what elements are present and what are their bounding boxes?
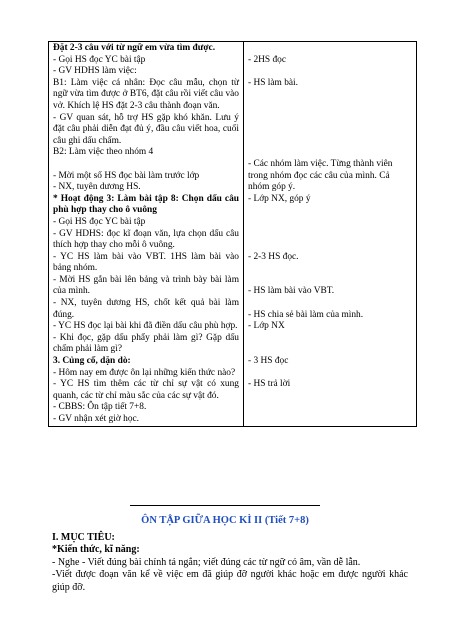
spacer [248, 368, 412, 380]
list-item: - Lớp NX, góp ý [248, 193, 311, 204]
spacer [248, 124, 412, 136]
list-item: - Mời HS gắn bài lên bảng và trình bày bài làm của mình. [53, 274, 239, 297]
list-item: - Khi đọc, gặp dấu phẩy phải làm gì? Gặp dấu chấm phải làm gì? [53, 332, 239, 355]
list-item: - 2-3 HS đọc. [248, 251, 299, 262]
spacer [248, 89, 412, 101]
spacer [248, 113, 412, 125]
list-item: - 2HS đọc [248, 54, 287, 65]
student-activities-cell [244, 42, 417, 427]
objectives-heading: I. MỤC TIÊU: [52, 532, 115, 543]
list-item: - HS trả lời [248, 379, 291, 390]
objective-line: - Nghe - Viết đúng bài chính tả ngắn; viết đúng các từ ngữ có âm, vần dễ lẫn. [52, 556, 361, 568]
list-item: - GV quan sát, hỗ trợ HS gặp khó khăn. Lưu ý đặt câu phải diễn đạt đủ ý, đầu câu viết hoa, cuối câu ghi dấu chấm. [53, 112, 239, 146]
spacer [248, 43, 412, 55]
spacer [248, 136, 412, 148]
spacer [248, 344, 412, 356]
spacer [248, 205, 412, 217]
objectives-subheading: *Kiến thức, kĩ năng: [52, 544, 140, 556]
spacer [248, 229, 412, 241]
list-item: - YC HS đọc lại bài khi đã điền dấu câu phù hợp. [53, 321, 238, 332]
list-item: - HS chia sẻ bài làm của mình. [248, 309, 364, 320]
list-item: - GV HDHS: đọc kĩ đoạn văn, lựa chọn dấu câu thích hợp thay cho mỗi ô vuông. [53, 228, 239, 251]
activity-3-heading: * Hoạt động 3: Làm bài tập 8: Chọn dấu câu phù hợp thay cho ô vuông [53, 193, 239, 216]
objectives-section [52, 532, 408, 594]
list-item: - Gọi HS đọc YC bài tập [53, 216, 146, 227]
list-item: - Mời một số HS đọc bài làm trước lớp [53, 170, 200, 181]
table-row [49, 42, 417, 427]
list-item: - Các nhóm làm việc. Từng thành viên trong nhóm đọc các câu của mình. Cả nhóm góp ý. [248, 158, 393, 193]
spacer [248, 333, 412, 345]
list-item: - 3 HS đọc [248, 356, 289, 367]
list-item: - HS làm bài vào VBT. [248, 286, 335, 297]
exercise-7-heading: Đặt 2-3 câu với từ ngữ em vừa tìm được. [53, 43, 216, 53]
list-item: - HS làm bài. [248, 77, 298, 88]
list-item: - YC HS làm bài vào VBT. 1HS làm bài vào bảng nhóm. [53, 251, 239, 274]
objective-line: -Viết được đoạn văn kể về việc em đã giúp đỡ người khác hoặc em được người khác giúp đỡ. [52, 569, 408, 593]
list-item: - Gọi HS đọc YC bài tập [53, 54, 146, 65]
list-item: B1: Làm việc cá nhân: Đọc câu mẫu, chọn từ ngữ vừa tìm được ở BT6, đặt câu rồi viết câu vào vở. Khích lệ HS đặt 2-3 câu thành đoạn văn. [53, 77, 239, 111]
spacer [248, 275, 412, 287]
list-item: - GV HDHS làm việc: [53, 66, 137, 77]
list-item: - YC HS tìm thêm các từ chỉ sự vật có xung quanh, các từ chỉ màu sắc của các sự vật đó. [53, 379, 239, 401]
spacer [248, 101, 412, 113]
list-item: B2: Làm việc theo nhóm 4 [53, 147, 154, 158]
spacer [53, 159, 239, 171]
spacer [248, 298, 412, 310]
list-item: - GV nhận xét giờ học. [53, 414, 140, 424]
spacer [248, 240, 412, 252]
teacher-activities-cell [49, 42, 244, 427]
consolidation-heading: 3. Củng cố, dặn dò: [53, 356, 131, 367]
spacer [248, 217, 412, 229]
list-item: - NX, tuyên dương HS. [53, 182, 141, 193]
section-title: ÔN TẬP GIỮA HỌC KÌ II (Tiết 7+8) [141, 515, 309, 526]
spacer [248, 147, 412, 159]
list-item: - CBBS: Ôn tập tiết 7+8. [53, 402, 147, 413]
spacer [248, 66, 412, 78]
list-item: - Lớp NX [248, 321, 285, 332]
lesson-plan-table [48, 41, 417, 427]
section-divider [130, 505, 320, 506]
list-item: - NX, tuyên dương HS, chốt kết quả bài làm đúng. [53, 298, 239, 320]
spacer [248, 263, 412, 275]
list-item: - Hôm nay em được ôn lại những kiến thức nào? [53, 367, 236, 378]
